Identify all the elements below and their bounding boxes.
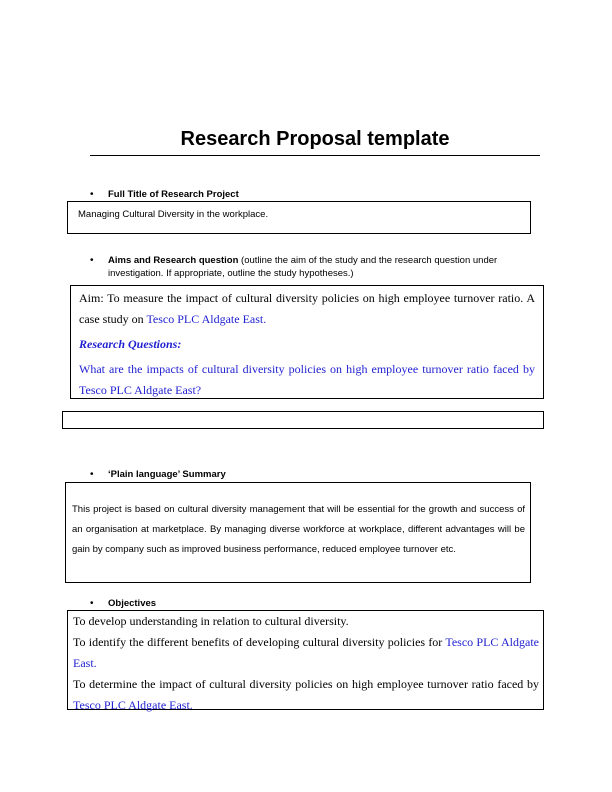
section-objectives-heading: • Objectives — [90, 598, 157, 609]
page-title: Research Proposal template — [180, 128, 450, 150]
section-full-title-heading: • Full Title of Research Project — [90, 189, 239, 200]
full-title-field[interactable] — [67, 201, 531, 234]
bullet-icon: • — [90, 189, 94, 200]
full-title-value: Managing Cultural Diversity in the workplace. — [78, 209, 269, 220]
aim-text: Aim: To measure the impact of cultural diversity policies on high employee turnover ratio. A case study on Tesco PLC Aldgate East. — [79, 291, 535, 326]
objective-item: To develop understanding in relation to cultural diversity. — [73, 614, 349, 628]
objective-item: To determine the impact of cultural diversity policies on high employee turnover ratio faced by Tesco PLC Aldgate East. — [73, 677, 539, 712]
summary-field[interactable] — [65, 482, 531, 583]
objectives-field[interactable] — [67, 610, 544, 710]
empty-field[interactable] — [62, 411, 544, 429]
aims-field[interactable] — [70, 285, 544, 399]
research-questions-heading: Research Questions: — [79, 337, 182, 351]
bullet-icon: • — [90, 598, 94, 609]
title-underline — [90, 155, 540, 156]
summary-text: This project is based on cultural diversity management that will be essential for the growth and success of an organisation at marketplace. By managing diverse workforce at workplace, different advantages will be gain by company such as improved business performance, reduced employee turnover etc. — [72, 504, 525, 555]
section-summary-heading: • ‘Plain language’ Summary — [90, 469, 226, 480]
bullet-icon: • — [90, 255, 94, 266]
objective-item: To identify the different benefits of developing cultural diversity policies for Tesco PLC Aldgate East. — [73, 635, 539, 670]
section-aims-heading: • Aims and Research question (outline the aim of the study and the research question under investigation. If appropriate, outline the study hypotheses.) — [90, 255, 498, 279]
bullet-icon: • — [90, 469, 94, 480]
research-question-text: What are the impacts of cultural diversity policies on high employee turnover ratio faced by Tesco PLC Aldgate East? — [79, 362, 535, 397]
